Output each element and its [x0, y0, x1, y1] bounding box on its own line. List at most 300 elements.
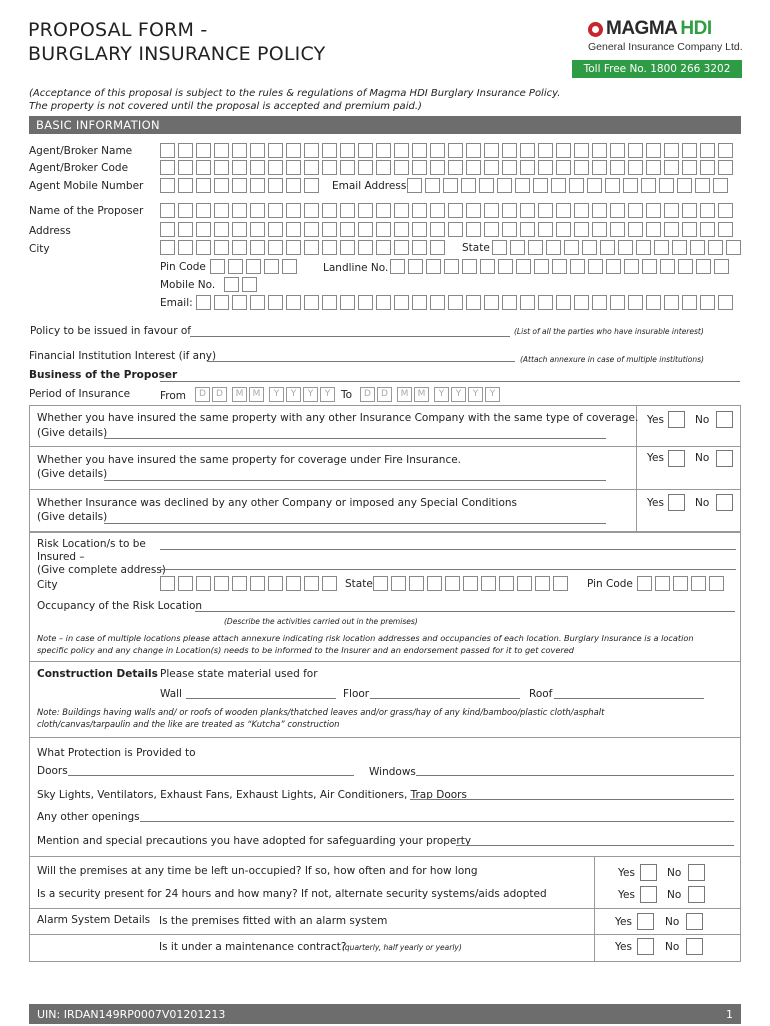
char-box[interactable]	[502, 160, 517, 175]
char-box[interactable]	[250, 295, 265, 310]
risk-city-boxes[interactable]	[160, 576, 340, 591]
char-box[interactable]	[610, 160, 625, 175]
char-box[interactable]	[214, 203, 229, 218]
roof-line[interactable]	[554, 698, 704, 699]
char-box[interactable]	[304, 240, 319, 255]
email-address-boxes[interactable]	[407, 178, 731, 193]
char-box[interactable]	[466, 203, 481, 218]
char-box[interactable]	[286, 295, 301, 310]
char-box[interactable]	[304, 222, 319, 237]
char-box[interactable]	[268, 203, 283, 218]
char-box[interactable]	[160, 178, 175, 193]
from-date-boxes[interactable]	[195, 387, 337, 402]
char-box[interactable]	[463, 576, 478, 591]
char-box[interactable]	[448, 203, 463, 218]
char-box[interactable]	[408, 259, 423, 274]
char-box[interactable]	[376, 203, 391, 218]
char-box[interactable]	[538, 160, 553, 175]
char-box[interactable]	[430, 143, 445, 158]
char-box[interactable]	[160, 240, 175, 255]
date-char-box[interactable]: M	[397, 387, 412, 402]
char-box[interactable]	[178, 178, 193, 193]
email-boxes[interactable]	[196, 295, 736, 310]
char-box[interactable]	[268, 576, 283, 591]
char-box[interactable]	[373, 576, 388, 591]
char-box[interactable]	[178, 143, 193, 158]
char-box[interactable]	[628, 160, 643, 175]
date-char-box[interactable]: Y	[320, 387, 335, 402]
char-box[interactable]	[709, 576, 724, 591]
char-box[interactable]	[286, 178, 301, 193]
date-char-box[interactable]: Y	[303, 387, 318, 402]
char-box[interactable]	[340, 295, 355, 310]
char-box[interactable]	[282, 259, 297, 274]
char-box[interactable]	[412, 143, 427, 158]
char-box[interactable]	[682, 295, 697, 310]
char-box[interactable]	[358, 222, 373, 237]
char-box[interactable]	[587, 178, 602, 193]
alarm-1-yes-checkbox[interactable]	[637, 913, 654, 930]
char-box[interactable]	[582, 240, 597, 255]
question-2-line[interactable]	[104, 480, 606, 481]
char-box[interactable]	[196, 203, 211, 218]
other-openings-line[interactable]	[140, 821, 734, 822]
financial-interest-line[interactable]	[207, 361, 515, 362]
char-box[interactable]	[556, 143, 571, 158]
premises-1-yes-checkbox[interactable]	[640, 864, 657, 881]
doors-line[interactable]	[68, 775, 354, 776]
char-box[interactable]	[466, 143, 481, 158]
char-box[interactable]	[462, 259, 477, 274]
char-box[interactable]	[664, 295, 679, 310]
city-boxes[interactable]	[160, 240, 448, 255]
char-box[interactable]	[714, 259, 729, 274]
char-box[interactable]	[196, 240, 211, 255]
char-box[interactable]	[376, 295, 391, 310]
char-box[interactable]	[322, 143, 337, 158]
char-box[interactable]	[655, 576, 670, 591]
char-box[interactable]	[592, 160, 607, 175]
occupancy-line[interactable]	[195, 611, 735, 612]
char-box[interactable]	[520, 160, 535, 175]
char-box[interactable]	[592, 143, 607, 158]
char-box[interactable]	[517, 576, 532, 591]
char-box[interactable]	[250, 143, 265, 158]
char-box[interactable]	[214, 178, 229, 193]
char-box[interactable]	[718, 203, 733, 218]
char-box[interactable]	[250, 576, 265, 591]
char-box[interactable]	[516, 259, 531, 274]
char-box[interactable]	[624, 259, 639, 274]
alarm-2-no-checkbox[interactable]	[686, 938, 703, 955]
risk-pin-boxes[interactable]	[637, 576, 727, 591]
char-box[interactable]	[484, 203, 499, 218]
char-box[interactable]	[673, 576, 688, 591]
char-box[interactable]	[376, 143, 391, 158]
char-box[interactable]	[304, 160, 319, 175]
char-box[interactable]	[196, 160, 211, 175]
char-box[interactable]	[430, 160, 445, 175]
char-box[interactable]	[682, 160, 697, 175]
agent-code-boxes[interactable]	[160, 160, 736, 175]
char-box[interactable]	[677, 178, 692, 193]
date-char-box[interactable]: M	[232, 387, 247, 402]
char-box[interactable]	[600, 240, 615, 255]
char-box[interactable]	[210, 259, 225, 274]
char-box[interactable]	[376, 222, 391, 237]
char-box[interactable]	[264, 259, 279, 274]
char-box[interactable]	[502, 222, 517, 237]
char-box[interactable]	[718, 295, 733, 310]
char-box[interactable]	[520, 143, 535, 158]
char-box[interactable]	[178, 160, 193, 175]
char-box[interactable]	[412, 203, 427, 218]
char-box[interactable]	[534, 259, 549, 274]
char-box[interactable]	[412, 240, 427, 255]
char-box[interactable]	[628, 143, 643, 158]
char-box[interactable]	[574, 222, 589, 237]
char-box[interactable]	[592, 203, 607, 218]
char-box[interactable]	[340, 240, 355, 255]
char-box[interactable]	[358, 160, 373, 175]
char-box[interactable]	[659, 178, 674, 193]
char-box[interactable]	[242, 277, 257, 292]
risk-location-line-2[interactable]	[160, 569, 736, 570]
char-box[interactable]	[196, 222, 211, 237]
char-box[interactable]	[160, 143, 175, 158]
char-box[interactable]	[340, 160, 355, 175]
char-box[interactable]	[394, 143, 409, 158]
char-box[interactable]	[484, 143, 499, 158]
char-box[interactable]	[358, 295, 373, 310]
char-box[interactable]	[196, 143, 211, 158]
char-box[interactable]	[556, 160, 571, 175]
char-box[interactable]	[304, 203, 319, 218]
char-box[interactable]	[426, 259, 441, 274]
char-box[interactable]	[268, 143, 283, 158]
char-box[interactable]	[642, 259, 657, 274]
char-box[interactable]	[481, 576, 496, 591]
premises-1-no-checkbox[interactable]	[688, 864, 705, 881]
alarm-1-no-checkbox[interactable]	[686, 913, 703, 930]
char-box[interactable]	[214, 295, 229, 310]
pin-code-boxes[interactable]	[210, 259, 300, 274]
char-box[interactable]	[700, 160, 715, 175]
to-date-boxes[interactable]	[360, 387, 502, 402]
char-box[interactable]	[250, 178, 265, 193]
char-box[interactable]	[570, 259, 585, 274]
char-box[interactable]	[515, 178, 530, 193]
char-box[interactable]	[466, 160, 481, 175]
mobile-boxes[interactable]	[224, 277, 260, 292]
char-box[interactable]	[510, 240, 525, 255]
char-box[interactable]	[497, 178, 512, 193]
proposer-name-boxes[interactable]	[160, 203, 736, 218]
char-box[interactable]	[646, 295, 661, 310]
char-box[interactable]	[623, 178, 638, 193]
char-box[interactable]	[718, 222, 733, 237]
char-box[interactable]	[322, 203, 337, 218]
alarm-2-yes-checkbox[interactable]	[637, 938, 654, 955]
state-boxes[interactable]	[492, 240, 744, 255]
char-box[interactable]	[358, 143, 373, 158]
char-box[interactable]	[160, 576, 175, 591]
char-box[interactable]	[502, 203, 517, 218]
char-box[interactable]	[646, 143, 661, 158]
char-box[interactable]	[713, 178, 728, 193]
char-box[interactable]	[646, 203, 661, 218]
premises-2-yes-checkbox[interactable]	[640, 886, 657, 903]
char-box[interactable]	[564, 240, 579, 255]
char-box[interactable]	[443, 178, 458, 193]
char-box[interactable]	[178, 203, 193, 218]
char-box[interactable]	[407, 178, 422, 193]
char-box[interactable]	[691, 576, 706, 591]
char-box[interactable]	[535, 576, 550, 591]
char-box[interactable]	[232, 240, 247, 255]
risk-location-line-1[interactable]	[160, 549, 736, 550]
char-box[interactable]	[214, 143, 229, 158]
char-box[interactable]	[682, 143, 697, 158]
char-box[interactable]	[480, 259, 495, 274]
char-box[interactable]	[466, 295, 481, 310]
char-box[interactable]	[390, 259, 405, 274]
char-box[interactable]	[682, 203, 697, 218]
char-box[interactable]	[546, 240, 561, 255]
char-box[interactable]	[322, 576, 337, 591]
char-box[interactable]	[664, 203, 679, 218]
char-box[interactable]	[641, 178, 656, 193]
char-box[interactable]	[695, 178, 710, 193]
char-box[interactable]	[461, 178, 476, 193]
char-box[interactable]	[618, 240, 633, 255]
question-2-no-checkbox[interactable]	[716, 450, 733, 467]
skylights-line[interactable]	[410, 799, 734, 800]
char-box[interactable]	[479, 178, 494, 193]
char-box[interactable]	[556, 222, 571, 237]
char-box[interactable]	[409, 576, 424, 591]
char-box[interactable]	[484, 222, 499, 237]
char-box[interactable]	[322, 222, 337, 237]
char-box[interactable]	[394, 203, 409, 218]
char-box[interactable]	[700, 143, 715, 158]
char-box[interactable]	[700, 222, 715, 237]
char-box[interactable]	[610, 295, 625, 310]
char-box[interactable]	[569, 178, 584, 193]
char-box[interactable]	[232, 203, 247, 218]
char-box[interactable]	[610, 143, 625, 158]
char-box[interactable]	[708, 240, 723, 255]
char-box[interactable]	[232, 222, 247, 237]
char-box[interactable]	[448, 222, 463, 237]
char-box[interactable]	[672, 240, 687, 255]
date-char-box[interactable]: M	[249, 387, 264, 402]
char-box[interactable]	[196, 295, 211, 310]
char-box[interactable]	[304, 143, 319, 158]
char-box[interactable]	[160, 222, 175, 237]
char-box[interactable]	[610, 203, 625, 218]
char-box[interactable]	[228, 259, 243, 274]
char-box[interactable]	[430, 203, 445, 218]
char-box[interactable]	[160, 160, 175, 175]
date-char-box[interactable]: Y	[468, 387, 483, 402]
date-char-box[interactable]: Y	[451, 387, 466, 402]
char-box[interactable]	[286, 576, 301, 591]
char-box[interactable]	[214, 576, 229, 591]
char-box[interactable]	[498, 259, 513, 274]
question-3-line[interactable]	[104, 523, 606, 524]
char-box[interactable]	[502, 143, 517, 158]
date-char-box[interactable]: D	[195, 387, 210, 402]
char-box[interactable]	[394, 295, 409, 310]
windows-line[interactable]	[416, 775, 734, 776]
char-box[interactable]	[286, 222, 301, 237]
char-box[interactable]	[492, 240, 507, 255]
char-box[interactable]	[588, 259, 603, 274]
char-box[interactable]	[520, 222, 535, 237]
question-3-yes-checkbox[interactable]	[668, 494, 685, 511]
char-box[interactable]	[412, 222, 427, 237]
char-box[interactable]	[250, 222, 265, 237]
char-box[interactable]	[250, 203, 265, 218]
char-box[interactable]	[304, 295, 319, 310]
char-box[interactable]	[322, 160, 337, 175]
char-box[interactable]	[574, 143, 589, 158]
char-box[interactable]	[484, 160, 499, 175]
date-char-box[interactable]: D	[212, 387, 227, 402]
char-box[interactable]	[448, 295, 463, 310]
char-box[interactable]	[444, 259, 459, 274]
char-box[interactable]	[427, 576, 442, 591]
char-box[interactable]	[538, 143, 553, 158]
char-box[interactable]	[214, 160, 229, 175]
char-box[interactable]	[232, 178, 247, 193]
char-box[interactable]	[268, 295, 283, 310]
char-box[interactable]	[538, 222, 553, 237]
char-box[interactable]	[664, 160, 679, 175]
char-box[interactable]	[592, 295, 607, 310]
precautions-line[interactable]	[456, 845, 734, 846]
char-box[interactable]	[654, 240, 669, 255]
char-box[interactable]	[502, 295, 517, 310]
char-box[interactable]	[556, 203, 571, 218]
char-box[interactable]	[606, 259, 621, 274]
char-box[interactable]	[286, 240, 301, 255]
char-box[interactable]	[664, 222, 679, 237]
char-box[interactable]	[268, 222, 283, 237]
char-box[interactable]	[646, 160, 661, 175]
char-box[interactable]	[224, 277, 239, 292]
question-1-line[interactable]	[104, 438, 606, 439]
char-box[interactable]	[726, 240, 741, 255]
premises-2-no-checkbox[interactable]	[688, 886, 705, 903]
char-box[interactable]	[696, 259, 711, 274]
agent-name-boxes[interactable]	[160, 143, 736, 158]
char-box[interactable]	[160, 203, 175, 218]
date-char-box[interactable]: Y	[485, 387, 500, 402]
char-box[interactable]	[394, 240, 409, 255]
char-box[interactable]	[214, 240, 229, 255]
char-box[interactable]	[286, 160, 301, 175]
question-1-yes-checkbox[interactable]	[668, 411, 685, 428]
question-2-yes-checkbox[interactable]	[668, 450, 685, 467]
char-box[interactable]	[533, 178, 548, 193]
char-box[interactable]	[196, 178, 211, 193]
char-box[interactable]	[340, 143, 355, 158]
char-box[interactable]	[499, 576, 514, 591]
risk-state-boxes[interactable]	[373, 576, 571, 591]
char-box[interactable]	[430, 240, 445, 255]
char-box[interactable]	[466, 222, 481, 237]
char-box[interactable]	[268, 178, 283, 193]
char-box[interactable]	[528, 240, 543, 255]
char-box[interactable]	[448, 160, 463, 175]
date-char-box[interactable]: Y	[434, 387, 449, 402]
char-box[interactable]	[700, 295, 715, 310]
char-box[interactable]	[628, 203, 643, 218]
char-box[interactable]	[690, 240, 705, 255]
char-box[interactable]	[682, 222, 697, 237]
char-box[interactable]	[553, 576, 568, 591]
question-3-no-checkbox[interactable]	[716, 494, 733, 511]
char-box[interactable]	[322, 240, 337, 255]
char-box[interactable]	[678, 259, 693, 274]
char-box[interactable]	[538, 203, 553, 218]
char-box[interactable]	[286, 203, 301, 218]
char-box[interactable]	[628, 222, 643, 237]
char-box[interactable]	[445, 576, 460, 591]
wall-line[interactable]	[186, 698, 336, 699]
char-box[interactable]	[637, 576, 652, 591]
char-box[interactable]	[250, 240, 265, 255]
char-box[interactable]	[358, 240, 373, 255]
char-box[interactable]	[232, 576, 247, 591]
date-char-box[interactable]: D	[360, 387, 375, 402]
char-box[interactable]	[574, 160, 589, 175]
char-box[interactable]	[196, 576, 211, 591]
char-box[interactable]	[268, 240, 283, 255]
policy-favour-line[interactable]	[190, 336, 510, 337]
date-char-box[interactable]: D	[377, 387, 392, 402]
char-box[interactable]	[376, 160, 391, 175]
char-box[interactable]	[718, 143, 733, 158]
char-box[interactable]	[660, 259, 675, 274]
char-box[interactable]	[268, 160, 283, 175]
char-box[interactable]	[394, 160, 409, 175]
char-box[interactable]	[250, 160, 265, 175]
char-box[interactable]	[592, 222, 607, 237]
char-box[interactable]	[628, 295, 643, 310]
char-box[interactable]	[304, 178, 319, 193]
char-box[interactable]	[425, 178, 440, 193]
char-box[interactable]	[700, 203, 715, 218]
char-box[interactable]	[610, 222, 625, 237]
date-char-box[interactable]: Y	[286, 387, 301, 402]
char-box[interactable]	[178, 576, 193, 591]
char-box[interactable]	[520, 295, 535, 310]
char-box[interactable]	[430, 222, 445, 237]
char-box[interactable]	[246, 259, 261, 274]
char-box[interactable]	[448, 143, 463, 158]
char-box[interactable]	[520, 203, 535, 218]
char-box[interactable]	[556, 295, 571, 310]
char-box[interactable]	[178, 240, 193, 255]
char-box[interactable]	[664, 143, 679, 158]
landline-boxes[interactable]	[390, 259, 732, 274]
char-box[interactable]	[391, 576, 406, 591]
char-box[interactable]	[574, 203, 589, 218]
char-box[interactable]	[552, 259, 567, 274]
